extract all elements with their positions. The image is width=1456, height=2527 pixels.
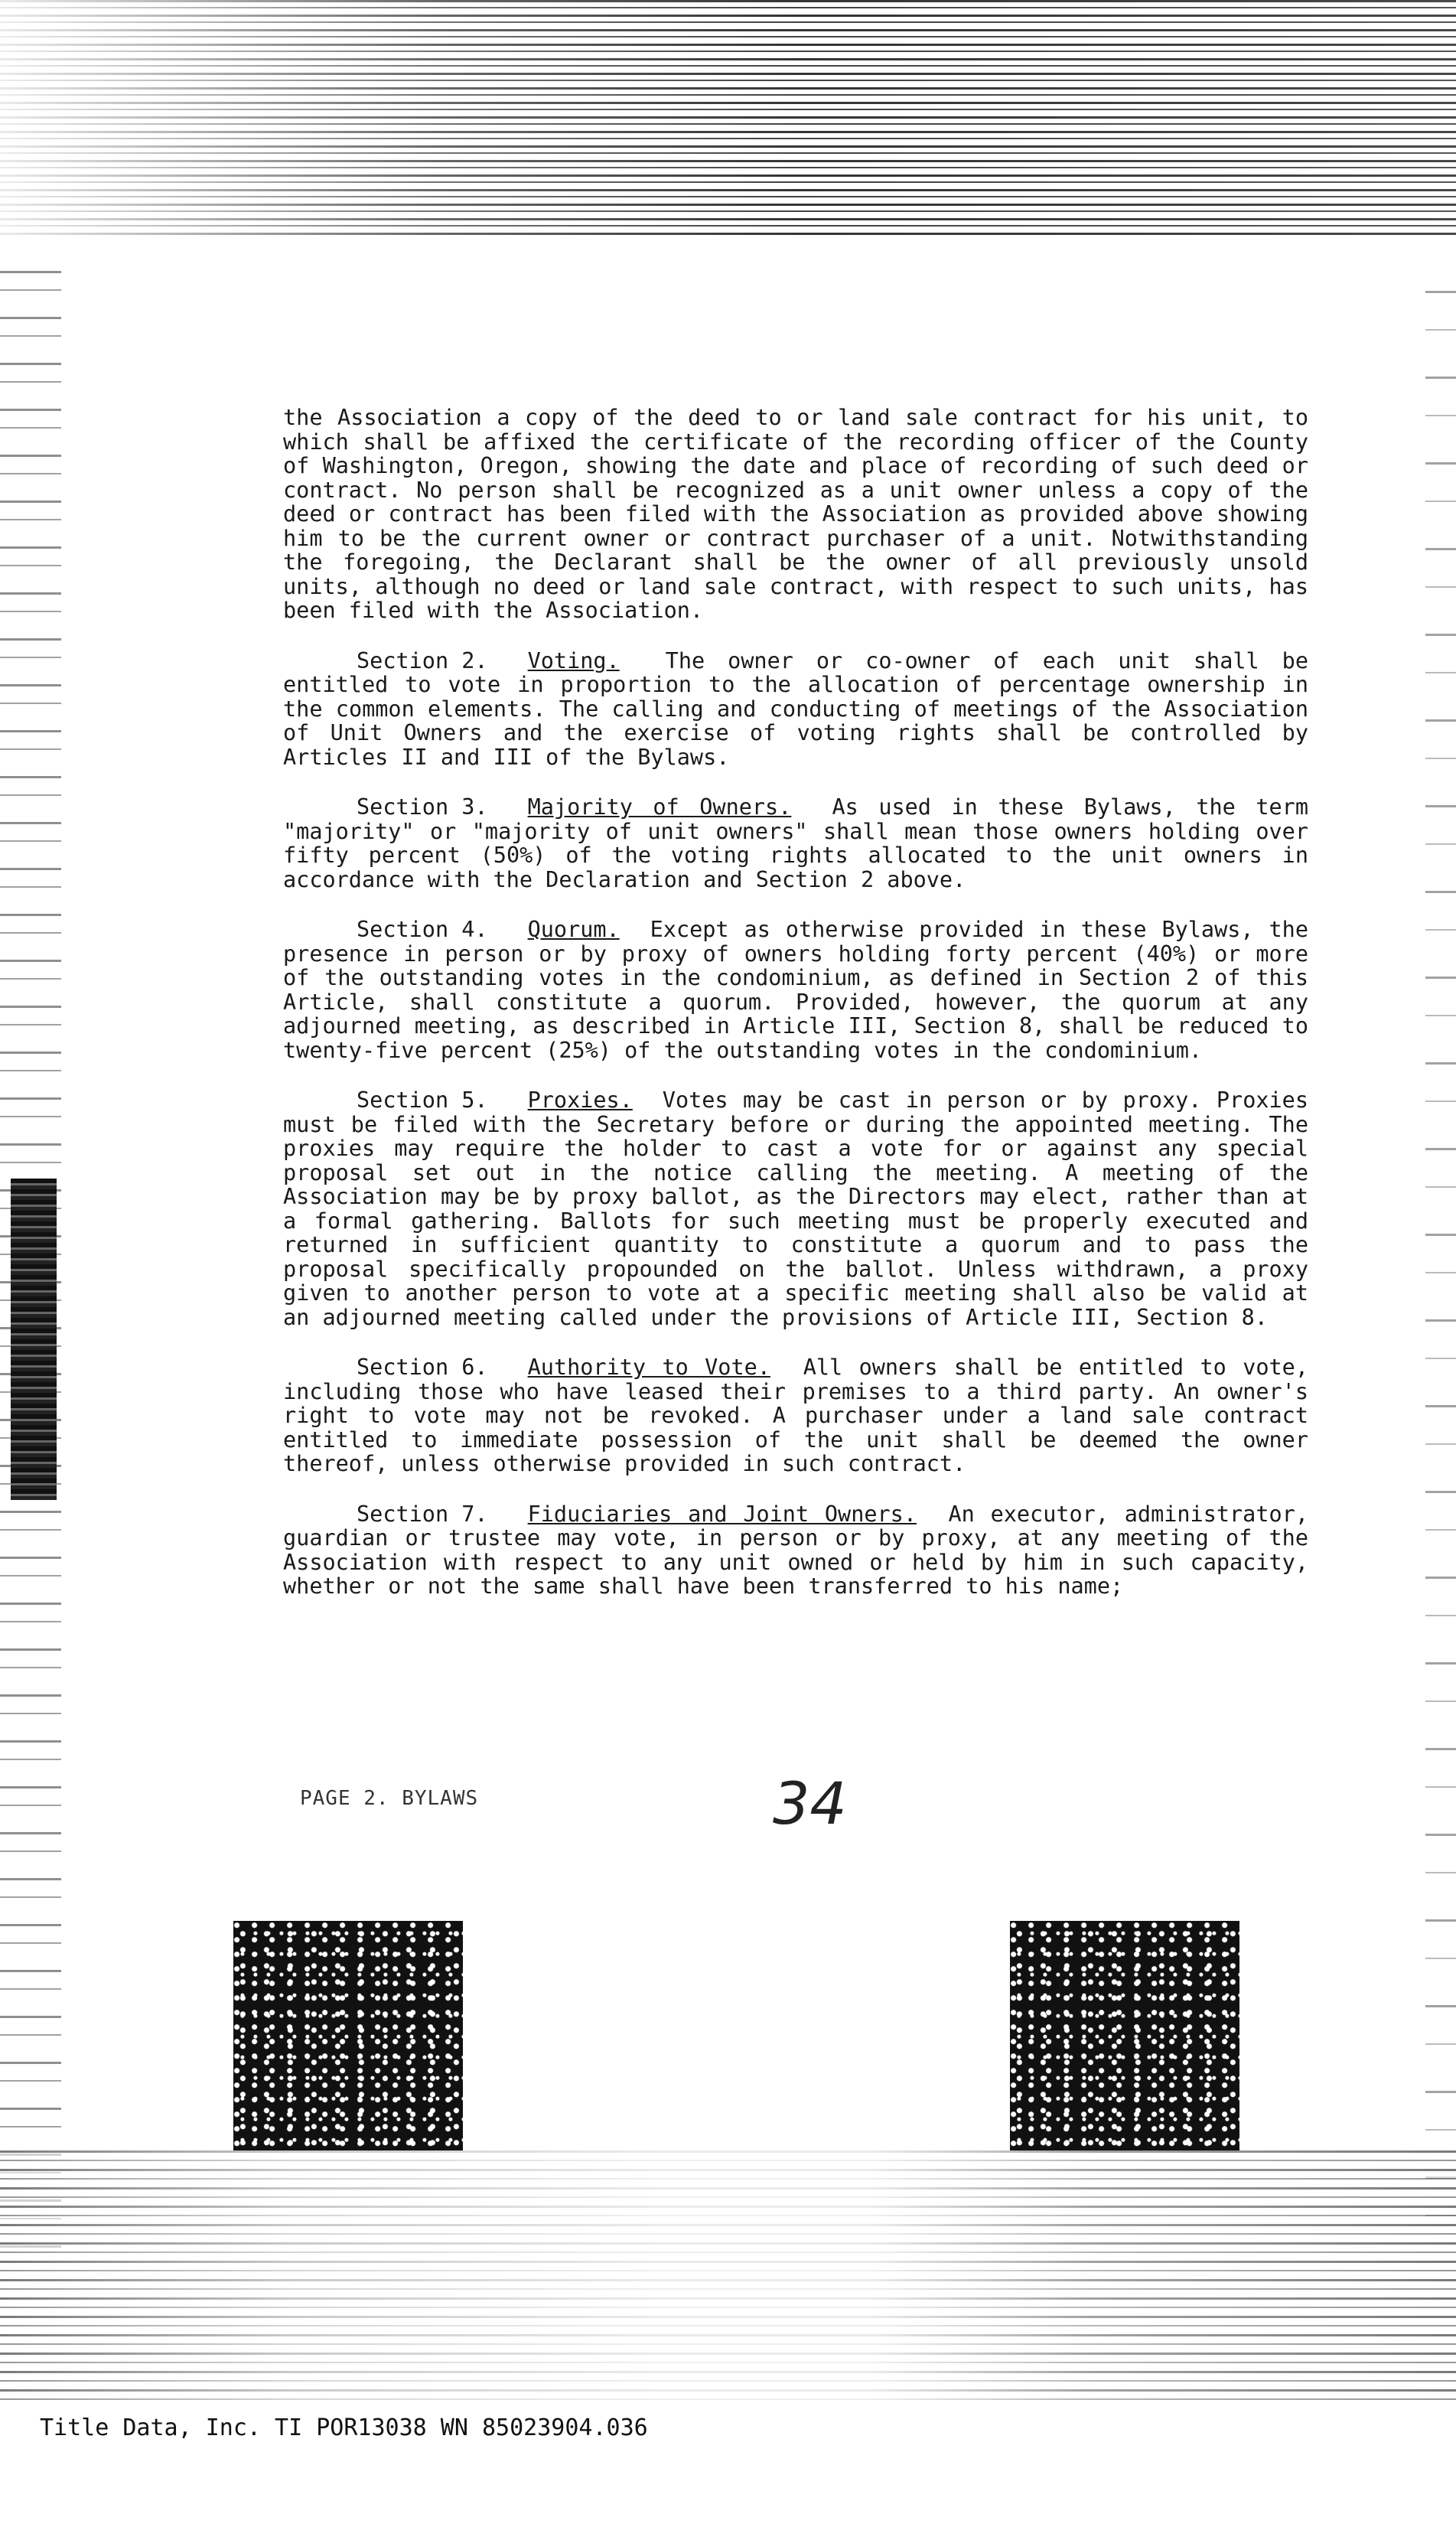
- section-label: Section 7.: [357, 1501, 488, 1527]
- section-6-paragraph: [283, 1355, 1308, 1476]
- section-text: Votes may be cast in person or by proxy. Proxies must be filed with the Secretary before or during the appointed meeting. The proxies may require the holder to cast a vote for or against any special proposal set out in the notice calling the meeting. A meeting of the Association may be by proxy ballot, as the Directors may elect, rather than at a formal gathering. Ballots for such meeting must be properly executed and returned in sufficient quantity to constitute a quorum and to pass the proposal specifically propounded on the ballot. Unless withdrawn, a proxy given to another person to vote at a specific meeting shall also be valid at an adjourned meeting called under the provisions of Article III, Section 8.: [283, 1087, 1308, 1330]
- section-title: Voting.: [527, 647, 620, 673]
- page-footer-label: PAGE 2. BYLAWS: [300, 1787, 479, 1810]
- section-title: Proxies.: [527, 1087, 633, 1113]
- document-body: [283, 406, 1308, 1625]
- title-data-stamp: Title Data, Inc. TI POR13038 WN 85023904.036: [40, 2415, 648, 2441]
- section-label: Section 3.: [357, 794, 488, 820]
- section-label: Section 2.: [357, 647, 488, 673]
- paragraph-continuation: [283, 406, 1308, 623]
- section-5-paragraph: [283, 1088, 1308, 1329]
- section-title: Majority of Owners.: [527, 794, 792, 820]
- section-text: An executor, administrator, guardian or trustee may vote, in person or by proxy, at any meeting of the Association with respect to any unit owned or held by him in such capacity, whether or not the same shall have been transferred to his name;: [283, 1501, 1308, 1599]
- section-3-paragraph: [283, 795, 1308, 892]
- section-text: The owner or co-owner of each unit shall be entitled to vote in proportion to the allocation of percentage ownership in the common elements. The calling and conducting of meetings of the Association of Unit Owners and the exercise of voting rights shall be controlled by Articles II and III of the Bylaws.: [283, 647, 1308, 770]
- scan-artifact-noise-left: [233, 1921, 463, 2150]
- section-text: All owners shall be entitled to vote, including those who have leased their premises to a third party. An owner's right to vote may not be revoked. A purchaser under a land sale contract entitled to immediate possession of the unit shall be deemed the owner thereof, unless otherwise provided in such contract.: [283, 1355, 1308, 1476]
- scan-artifact-top: [0, 0, 1456, 237]
- section-text: Except as otherwise provided in these Bylaws, the presence in person or by proxy of owners holding forty percent (40%) or more of the outstanding votes in the condominium, as defined in Section 2 of this Article, shall constitute a quorum. Provided, however, the quorum at any adjourned meeting, as described in Article III, Section 8, shall be reduced to twenty-five percent (25%) of the outstanding votes in the condominium.: [283, 917, 1308, 1063]
- section-label: Section 6.: [357, 1355, 488, 1380]
- section-title: Fiduciaries and Joint Owners.: [527, 1501, 917, 1527]
- section-title: Quorum.: [527, 917, 620, 942]
- scan-artifact-noise-right: [1010, 1921, 1239, 2150]
- scan-artifact-bottom: [0, 2143, 1456, 2403]
- page-number: 34: [773, 1769, 847, 1837]
- scan-artifact-right-edge: [1425, 245, 1456, 2250]
- section-text: As used in these Bylaws, the term "majority" or "majority of unit owners" shall mean those owners holding over fifty percent (50%) of the voting rights allocated to the unit owners in accordance with the Declaration and Section 2 above.: [283, 794, 1308, 892]
- scan-artifact-left-block: [11, 1179, 57, 1500]
- section-7-paragraph: [283, 1502, 1308, 1599]
- section-label: Section 5.: [357, 1087, 488, 1113]
- section-label: Section 4.: [357, 917, 488, 942]
- section-2-paragraph: [283, 649, 1308, 770]
- section-title: Authority to Vote.: [527, 1355, 770, 1380]
- section-4-paragraph: [283, 918, 1308, 1062]
- paragraph-text: the Association a copy of the deed to or land sale contract for his unit, to which shall be affixed the certificate of the recording officer of the County of Washington, Oregon, showing the date and place of recording of such deed or contract. No person shall be recognized as a unit owner unless a copy of the deed or contract has been filed with the Association as provided above showing him to be the current owner or contract purchaser of a unit. Notwithstanding the foregoing, the Declarant shall be the owner of all previously unsold units, although no deed or land sale contract, with respect to such units, has been filed with the Association.: [283, 405, 1308, 623]
